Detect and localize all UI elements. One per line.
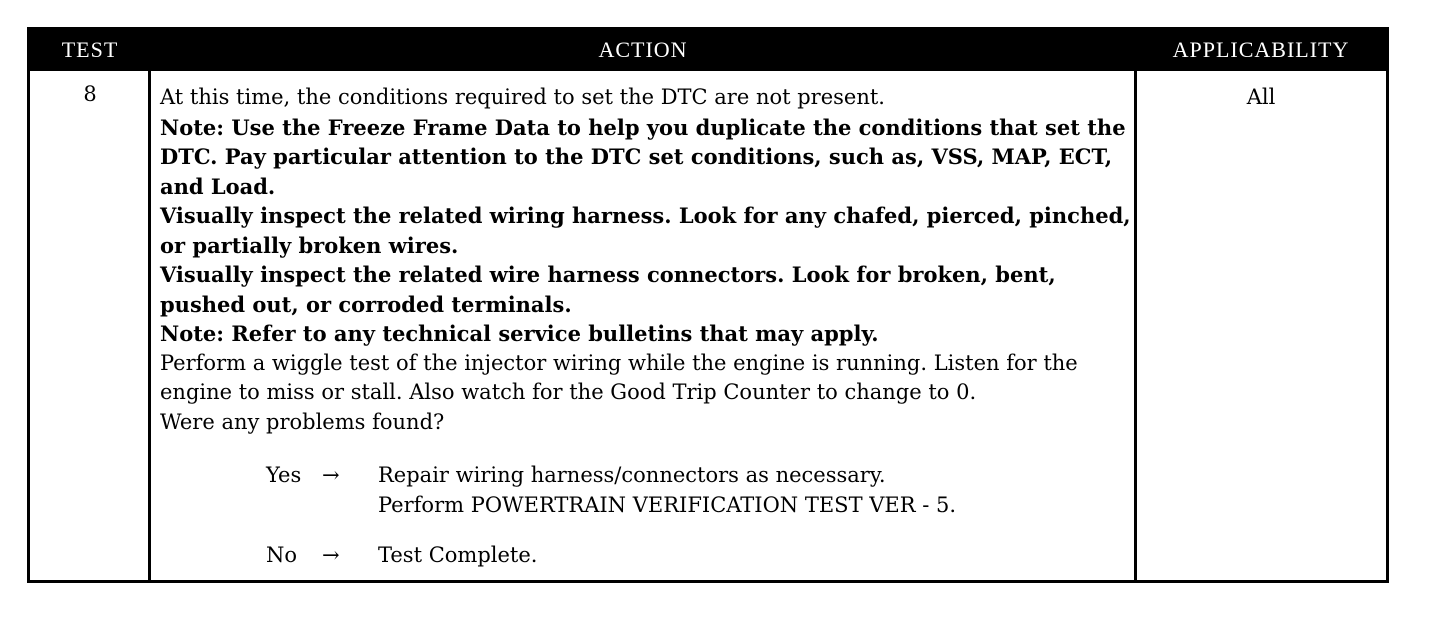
test-table [27, 27, 1389, 583]
applicability-value: All [1246, 85, 1276, 109]
choice-yes-text-1: Repair wiring harness/connectors as necessary. [378, 463, 886, 487]
header-applicability: APPLICABILITY [1172, 37, 1350, 62]
column-divider [148, 71, 151, 580]
choice-no-label: No [266, 543, 298, 567]
header-test: TEST [61, 37, 119, 62]
action-intro: At this time, the conditions required to set the DTC are not present. [160, 85, 885, 109]
test-number: 8 [83, 82, 97, 106]
inspect-harness: Visually inspect the related wiring harness. Look for any chafed, pierced, pinched, or partially broken wires. [160, 203, 1131, 258]
table-header [30, 30, 1386, 71]
choice-yes [266, 461, 1126, 520]
choice-yes-label: Yes [266, 463, 302, 487]
note-tsb: Note: Refer to any technical service bulletins that may apply. [160, 321, 879, 346]
question: Were any problems found? [160, 409, 445, 434]
inspect-connectors: Visually inspect the related wire harness connectors. Look for broken, bent, pushed out, or corroded terminals. [160, 262, 1056, 317]
arrow-right-icon: → [322, 463, 340, 487]
wiggle-test: Perform a wiggle test of the injector wiring while the engine is running. Listen for the engine to miss or stall. Also watch for the Good Trip Counter to change to 0. [160, 350, 1078, 404]
action-cell [160, 83, 1135, 437]
choice-no [266, 541, 1126, 571]
choice-yes-text-2: Perform POWERTRAIN VERIFICATION TEST VER - 5. [378, 492, 957, 517]
choice-no-text: Test Complete. [378, 543, 538, 567]
note-freeze-frame: Note: Use the Freeze Frame Data to help you duplicate the conditions that set the DTC. Pay particular attention to the DTC set conditions, such as, VSS, MAP, ECT, and Load. [160, 114, 1126, 199]
arrow-right-icon: → [322, 543, 340, 567]
header-action: ACTION [598, 37, 688, 62]
